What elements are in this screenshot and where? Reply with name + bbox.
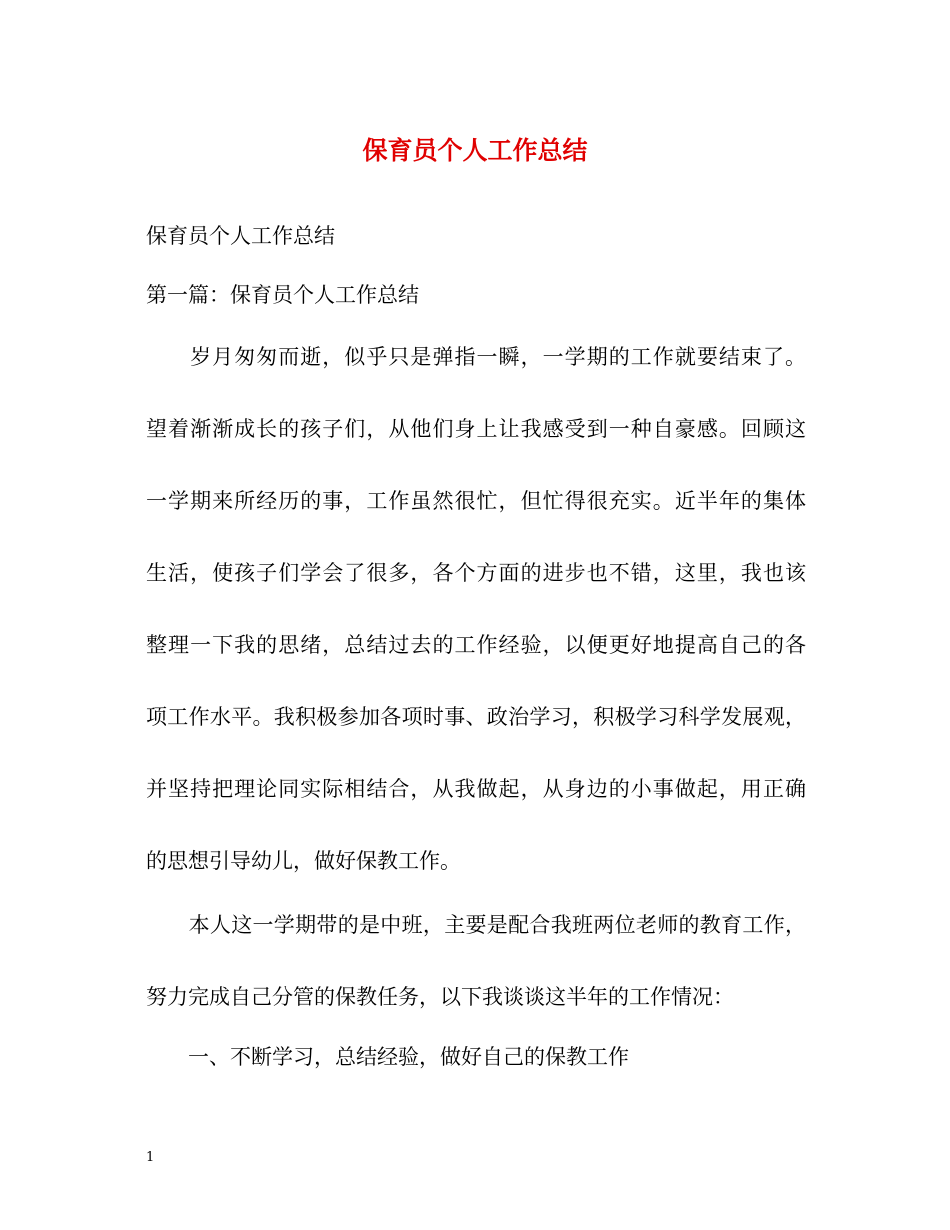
paragraph-line: 本人这一学期带的是中班，主要是配合我班两位老师的教育工作， <box>146 913 806 937</box>
paragraph-line: 整理一下我的思绪，总结过去的工作经验，以便更好地提高自己的各 <box>146 633 806 657</box>
paragraph-line: 一学期来所经历的事，工作虽然很忙，但忙得很充实。近半年的集体 <box>146 489 806 513</box>
paragraph-line: 的思想引导幼儿，做好保教工作。 <box>146 849 461 873</box>
paragraph-line: 岁月匆匆而逝，似乎只是弹指一瞬，一学期的工作就要结束了。 <box>146 345 806 369</box>
chapter-heading: 第一篇：保育员个人工作总结 <box>146 283 419 307</box>
document-title: 保育员个人工作总结 <box>362 136 588 165</box>
page-number: 1 <box>146 1150 155 1165</box>
paragraph-line: 望着渐渐成长的孩子们，从他们身上让我感受到一种自豪感。回顾这 <box>146 417 806 441</box>
paragraph-line: 生活，使孩子们学会了很多，各个方面的进步也不错，这里，我也该 <box>146 561 806 585</box>
paragraph-line: 努力完成自己分管的保教任务，以下我谈谈这半年的工作情况： <box>146 985 734 1009</box>
paragraph-line: 项工作水平。我积极参加各项时事、政治学习，积极学习科学发展观， <box>146 705 806 729</box>
subtitle: 保育员个人工作总结 <box>146 224 335 248</box>
section-heading: 一、不断学习，总结经验，做好自己的保教工作 <box>146 1045 629 1069</box>
paragraph-line: 并坚持把理论同实际相结合，从我做起，从身边的小事做起，用正确 <box>146 777 806 801</box>
